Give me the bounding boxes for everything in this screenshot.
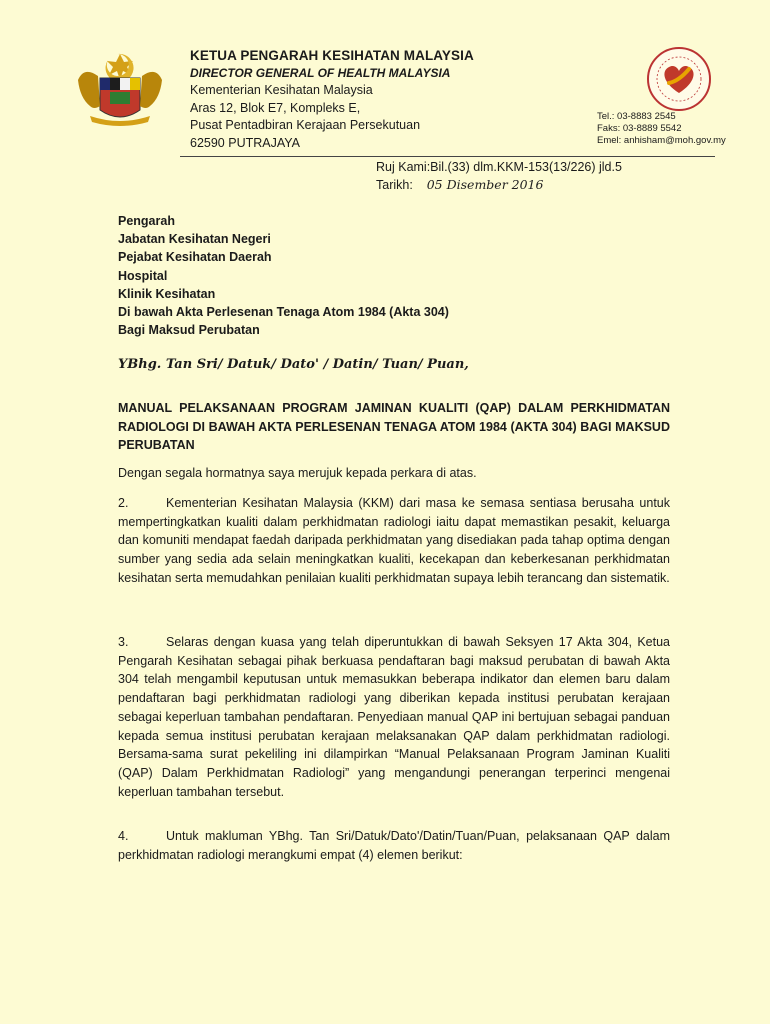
reference-block: [376, 158, 622, 194]
recipient-line: Bagi Maksud Perubatan: [118, 323, 260, 338]
header-divider: [180, 156, 715, 157]
org-title: KETUA PENGARAH KESIHATAN MALAYSIA: [190, 48, 474, 63]
intro-paragraph: Dengan segala hormatnya saya merujuk kepada perkara di atas.: [118, 466, 477, 480]
org-title-english: DIRECTOR GENERAL OF HEALTH MALAYSIA: [190, 65, 451, 80]
paragraph-3: [118, 633, 670, 801]
recipient-line: Pengarah: [118, 214, 175, 228]
subject-heading: MANUAL PELAKSANAAN PROGRAM JAMINAN KUALITI (QAP) DALAM PERKHIDMATAN RADIOLOGI DI BAWAH AKTA PERLESENAN TENAGA ATOM 1984 (AKTA 304) BAGI MAKSUD PERUBATAN: [118, 401, 670, 452]
paragraph-number: 4.: [118, 829, 129, 843]
paragraph-text: Selaras dengan kuasa yang telah diperuntukkan di bawah Seksyen 17 Akta 304, Ketua Pengarah Kesihatan sebagai pihak berkuasa pendaftaran bagi maksud perubatan di bawah Akta 304 telah mengambil keputusan untuk memasukkan beberapa indikator dan elemen baru dalam pendaftaran bagi perkhidmatan radiologi yang diberikan kepada institusi perubatan kerajaan sebagai keperluan tambahan pendaftaran. Penyediaan manual QAP ini bertujuan sebagai panduan kepada semua institusi perubatan kerajaan melaksanakan QAP dalam perkhidmatan radiologi. Bersama-sama surat pekeliling ini dilampirkan “Manual Pelaksanaan Program Jaminan Kualiti (QAP) Dalam Perkhidmatan Radiologi” yang mengandungi penerangan terperinci mengenai keperluan tambahan tersebut.: [118, 635, 670, 799]
contact-fax: Faks: 03-8889 5542: [597, 123, 682, 134]
paragraph-number: 2.: [118, 496, 129, 510]
address-line: Aras 12, Blok E7, Kompleks E,: [190, 100, 361, 115]
paragraph-text: Untuk makluman YBhg. Tan Sri/Datuk/Dato'/Datin/Tuan/Puan, pelaksanaan QAP dalam perkhidmatan radiologi merangkumi empat (4) elemen berikut:: [118, 829, 670, 862]
address-line: 62590 PUTRAJAYA: [190, 135, 301, 150]
reference-number: Ruj Kami:Bil.(33) dlm.KKM-153(13/226) jld.5: [376, 160, 622, 174]
recipient-line: Pejabat Kesihatan Daerah: [118, 250, 272, 265]
date-label: Tarikh:: [376, 178, 413, 192]
address-line: Kementerian Kesihatan Malaysia: [190, 83, 373, 97]
paragraph-4: [118, 827, 670, 864]
ministry-of-health-heart-logo-icon: [645, 45, 713, 113]
paragraph-text: Kementerian Kesihatan Malaysia (KKM) dari masa ke semasa sentiasa berusaha untuk mempertingkatkan kualiti dalam perkhidmatan radiologi iaitu dapat memastikan pesakit, keluarga dan komuniti mendapat faedah daripada perkhidmatan yang disediakan pada tahap optima dengan sumber yang sedia ada selain meningkatkan kualiti, kecekapan dan keberkesanan perkhidmatan kesihatan serta memudahkan penilaian kualiti perkhidmatan supaya lebih terancang dan sistematik.: [118, 496, 670, 585]
paragraph-2: [118, 494, 670, 588]
paragraph-number: 3.: [118, 635, 129, 649]
recipient-line: Jabatan Kesihatan Negeri: [118, 232, 271, 247]
contact-email: Emel: anhisham@moh.gov.my: [597, 135, 726, 146]
address-line: Pusat Pentadbiran Kerajaan Persekutuan: [190, 118, 421, 132]
recipient-line: Klinik Kesihatan: [118, 286, 216, 301]
recipient-line: Di bawah Akta Perlesenan Tenaga Atom 1984 (Akta 304): [118, 305, 449, 320]
contact-tel: Tel.: 03-8883 2545: [597, 111, 676, 122]
recipients-block: [118, 212, 449, 339]
recipient-line: Hospital: [118, 268, 168, 283]
malaysia-coat-of-arms-icon: [70, 50, 170, 130]
date-line: [376, 176, 622, 194]
date-value: 05 Disember 2016: [426, 177, 544, 192]
salutation: YBhg. Tan Sri/ Datuk/ Dato' / Datin/ Tuan/ Puan,: [118, 357, 469, 372]
